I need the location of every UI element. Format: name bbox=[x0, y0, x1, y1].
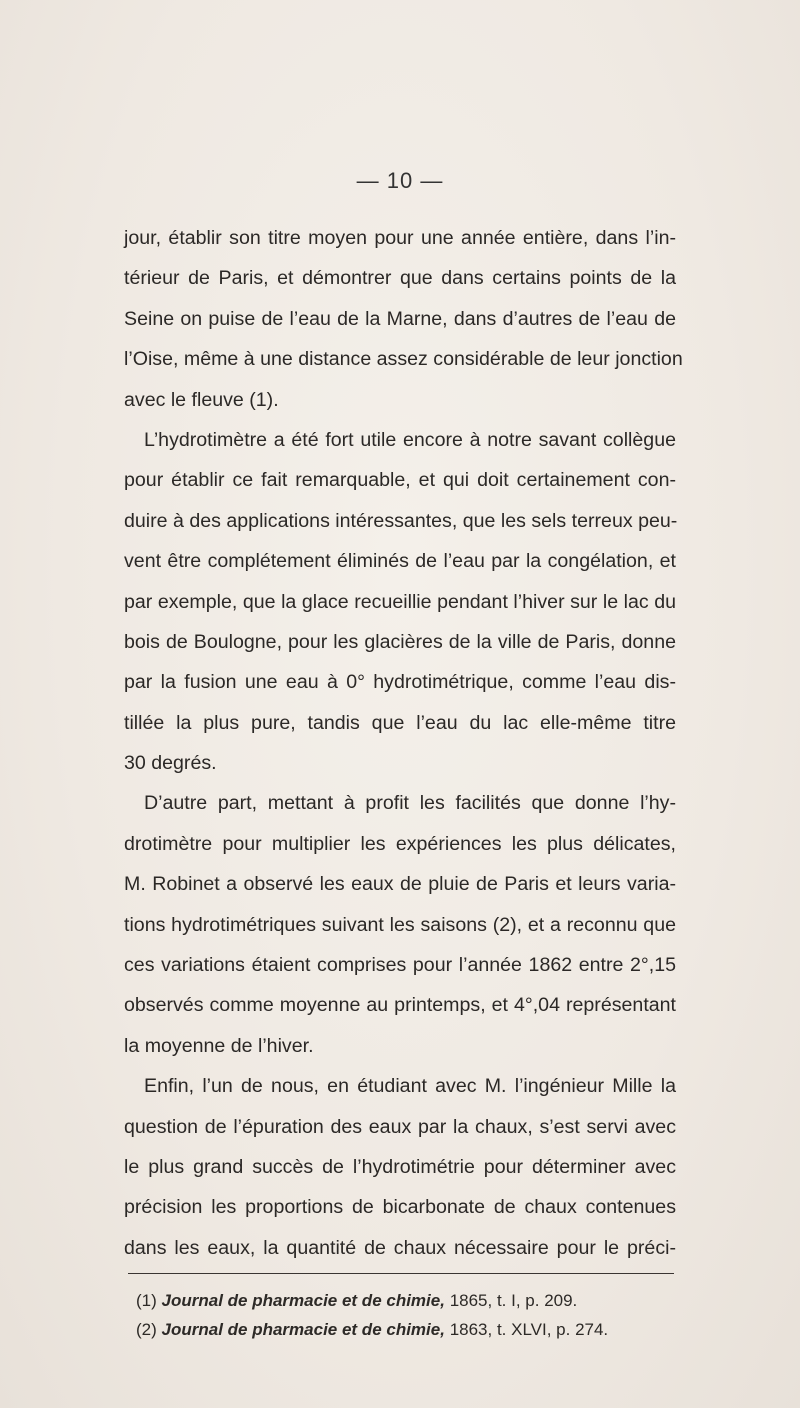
text-line: pour établir ce fait remarquable, et qui doit certainement con- bbox=[124, 469, 676, 492]
footnote-reference: 1863, t. XLVI, p. 274. bbox=[449, 1320, 609, 1339]
footnote-divider bbox=[128, 1273, 674, 1274]
footnote-1 bbox=[136, 1286, 696, 1315]
text-line: ces variations étaient comprises pour l’année 1862 entre 2°,15 bbox=[124, 954, 676, 977]
text-line: Seine on puise de l’eau de la Marne, dans d’autres de l’eau de bbox=[124, 307, 676, 330]
text-line: par la fusion une eau à 0° hydrotimétrique, comme l’eau dis- bbox=[124, 671, 676, 694]
footnote-journal: Journal de pharmacie et de chimie, bbox=[161, 1320, 445, 1339]
text-line: observés comme moyenne au printemps, et 4°,04 représentant bbox=[124, 994, 676, 1017]
text-line: M. Robinet a observé les eaux de pluie de Paris et leurs varia- bbox=[124, 873, 676, 896]
text-line: duire à des applications intéressantes, que les sels terreux peu- bbox=[124, 509, 678, 532]
text-line: L’hydrotimètre a été fort utile encore à notre savant collègue bbox=[144, 428, 676, 451]
text-line: Enfin, l’un de nous, en étudiant avec M. l’ingénieur Mille la bbox=[144, 1075, 676, 1098]
body-text bbox=[124, 218, 683, 1268]
footnote-journal: Journal de pharmacie et de chimie, bbox=[161, 1291, 445, 1310]
text-line: question de l’épuration des eaux par la chaux, s’est servi avec bbox=[124, 1115, 676, 1138]
text-line: la moyenne de l’hiver. bbox=[124, 1034, 314, 1057]
text-line: térieur de Paris, et démontrer que dans certains points de la bbox=[124, 267, 676, 290]
text-line: 30 degrés. bbox=[124, 752, 217, 775]
footnote-reference: 1865, t. I, p. 209. bbox=[449, 1291, 578, 1310]
text-line: tions hydrotimétriques suivant les saisons (2), et a reconnu que bbox=[124, 913, 676, 936]
footnote-marker: (1) bbox=[136, 1291, 157, 1310]
text-line: l’Oise, même à une distance assez considérable de leur jonction bbox=[124, 348, 683, 371]
text-line: tillée la plus pure, tandis que l’eau du lac elle-même titre bbox=[124, 711, 676, 734]
footnote-marker: (2) bbox=[136, 1320, 157, 1339]
text-line: D’autre part, mettant à profit les facilités que donne l’hy- bbox=[144, 792, 676, 815]
text-line: avec le fleuve (1). bbox=[124, 388, 279, 411]
text-line: précision les proportions de bicarbonate de chaux contenues bbox=[124, 1196, 676, 1219]
text-line: vent être complétement éliminés de l’eau par la congélation, et bbox=[124, 550, 676, 573]
text-line: le plus grand succès de l’hydrotimétrie pour déterminer avec bbox=[124, 1155, 676, 1178]
footnotes bbox=[136, 1286, 696, 1344]
text-line: bois de Boulogne, pour les glacières de la ville de Paris, donne bbox=[124, 630, 676, 653]
text-line: jour, établir son titre moyen pour une année entière, dans l’in- bbox=[124, 227, 676, 249]
text-line: dans les eaux, la quantité de chaux nécessaire pour le préci- bbox=[124, 1236, 676, 1259]
page-number-header: — 10 — bbox=[356, 168, 444, 193]
footnote-2 bbox=[136, 1315, 696, 1344]
text-line: drotimètre pour multiplier les expériences les plus délicates, bbox=[124, 832, 676, 855]
text-line: par exemple, que la glace recueillie pendant l’hiver sur le lac du bbox=[124, 590, 676, 613]
